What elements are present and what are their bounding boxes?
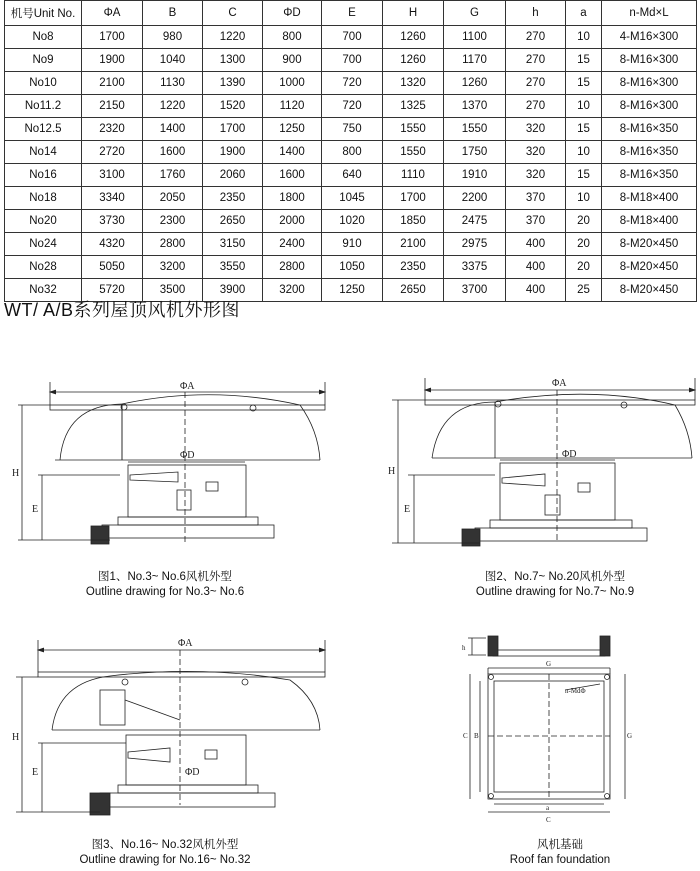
table-cell: No11.2 xyxy=(5,95,82,118)
table-cell: 1260 xyxy=(383,26,444,49)
table-cell: 910 xyxy=(322,233,383,256)
table-header-cell: H xyxy=(383,1,444,26)
table-cell: 1900 xyxy=(203,141,263,164)
fig2-phiD-label: ΦD xyxy=(562,449,577,460)
table-cell: 1040 xyxy=(143,49,203,72)
figure-4-caption xyxy=(460,838,660,868)
fig4-h-label: h xyxy=(462,644,466,652)
table-cell: 1000 xyxy=(263,72,322,95)
table-cell: 1700 xyxy=(82,26,143,49)
table-cell: 1600 xyxy=(143,141,203,164)
table-cell: 8-M18×400 xyxy=(602,187,697,210)
table-cell: 1600 xyxy=(263,164,322,187)
table-cell: 5720 xyxy=(82,279,143,302)
table-cell: No32 xyxy=(5,279,82,302)
table-cell: 320 xyxy=(506,164,566,187)
table-cell: 700 xyxy=(322,26,383,49)
table-cell: 8-M16×350 xyxy=(602,141,697,164)
table-cell: 1800 xyxy=(263,187,322,210)
table-cell: 2350 xyxy=(203,187,263,210)
table-cell: 3900 xyxy=(203,279,263,302)
table-cell: 8-M18×400 xyxy=(602,210,697,233)
table-cell: 1550 xyxy=(383,141,444,164)
page-title: WT/ A/B系列屋顶风机外形图 xyxy=(4,300,241,320)
table-cell: 2100 xyxy=(383,233,444,256)
fig3-H-label: H xyxy=(12,732,20,743)
table-cell: 900 xyxy=(263,49,322,72)
table-cell: 4-M16×300 xyxy=(602,26,697,49)
table-cell: 400 xyxy=(506,256,566,279)
table-cell: No20 xyxy=(5,210,82,233)
table-cell: 1250 xyxy=(322,279,383,302)
table-cell: 1550 xyxy=(383,118,444,141)
table-cell: 8-M16×300 xyxy=(602,72,697,95)
table-cell: 25 xyxy=(566,279,602,302)
table-cell: 2050 xyxy=(143,187,203,210)
table-cell: 1750 xyxy=(444,141,506,164)
table-cell: 3200 xyxy=(263,279,322,302)
table-cell: 8-M20×450 xyxy=(602,279,697,302)
table-cell: 3340 xyxy=(82,187,143,210)
table-cell: 1130 xyxy=(143,72,203,95)
table-cell: 2400 xyxy=(263,233,322,256)
table-cell: 10 xyxy=(566,141,602,164)
figure-4-caption-en: Roof fan foundation xyxy=(509,854,611,866)
table-cell: 1050 xyxy=(322,256,383,279)
table-cell: 3730 xyxy=(82,210,143,233)
table-cell: No9 xyxy=(5,49,82,72)
table-cell: 1170 xyxy=(444,49,506,72)
fig4-G-right-label: G xyxy=(627,732,633,740)
fig2-H-label: H xyxy=(388,466,396,477)
table-cell: 1120 xyxy=(263,95,322,118)
table-cell: 8-M16×350 xyxy=(602,164,697,187)
table-cell: 980 xyxy=(143,26,203,49)
table-cell: 1900 xyxy=(82,49,143,72)
table-cell: 2060 xyxy=(203,164,263,187)
table-cell: 720 xyxy=(322,95,383,118)
table-cell: 2720 xyxy=(82,141,143,164)
table-cell: 20 xyxy=(566,233,602,256)
table-cell: 370 xyxy=(506,210,566,233)
table-cell: 800 xyxy=(322,141,383,164)
table-cell: 20 xyxy=(566,256,602,279)
fig1-H-label: H xyxy=(12,468,20,479)
fig1-E-label: E xyxy=(32,504,39,515)
table-cell: 1250 xyxy=(263,118,322,141)
table-cell: 400 xyxy=(506,233,566,256)
table-cell: 3500 xyxy=(143,279,203,302)
table-cell: 15 xyxy=(566,49,602,72)
table-cell: 270 xyxy=(506,49,566,72)
table-cell: 1400 xyxy=(263,141,322,164)
figure-3-caption-cn: 图3、No.16~ No.32风机外型 xyxy=(91,839,239,851)
table-header-cell: n-Md×L xyxy=(602,1,697,26)
table-cell: 800 xyxy=(263,26,322,49)
fig3-phiA-label: ΦA xyxy=(178,638,193,649)
table-cell: 1400 xyxy=(143,118,203,141)
table-cell: 1910 xyxy=(444,164,506,187)
fig3-E-label: E xyxy=(32,767,39,778)
table-cell: 2475 xyxy=(444,210,506,233)
table-cell: 1260 xyxy=(383,49,444,72)
table-cell: 8-M16×300 xyxy=(602,95,697,118)
table-cell: No10 xyxy=(5,72,82,95)
table-cell: 15 xyxy=(566,164,602,187)
table-cell: 1220 xyxy=(203,26,263,49)
table-cell: 1760 xyxy=(143,164,203,187)
table-cell: 8-M16×300 xyxy=(602,49,697,72)
fig4-a-label: a xyxy=(546,804,550,812)
table-cell: 1110 xyxy=(383,164,444,187)
table-header-cell: ΦA xyxy=(82,1,143,26)
table-header-cell: h xyxy=(506,1,566,26)
table-cell: 2650 xyxy=(383,279,444,302)
figure-2-drawing xyxy=(392,378,695,546)
figure-3-drawing xyxy=(16,640,325,815)
table-cell: 270 xyxy=(506,26,566,49)
table-cell: 3375 xyxy=(444,256,506,279)
table-cell: 2200 xyxy=(444,187,506,210)
table-cell: 1220 xyxy=(143,95,203,118)
figure-1-drawing xyxy=(18,382,325,544)
table-cell: 2650 xyxy=(203,210,263,233)
table-cell: No16 xyxy=(5,164,82,187)
fig3-phiD-label: ΦD xyxy=(185,767,200,778)
table-cell: 1700 xyxy=(203,118,263,141)
table-cell: No12.5 xyxy=(5,118,82,141)
table-cell: 2000 xyxy=(263,210,322,233)
figure-1-caption xyxy=(40,570,290,600)
table-cell: 2320 xyxy=(82,118,143,141)
table-cell: 1325 xyxy=(383,95,444,118)
figure-2-caption xyxy=(430,570,680,600)
figure-1-caption-cn: 图1、No.3~ No.6风机外型 xyxy=(98,571,232,583)
table-cell: 3100 xyxy=(82,164,143,187)
table-header-cell: G xyxy=(444,1,506,26)
table-cell: 2800 xyxy=(143,233,203,256)
table-cell: No14 xyxy=(5,141,82,164)
table-cell: 3550 xyxy=(203,256,263,279)
figure-3-caption xyxy=(40,838,290,868)
table-cell: No28 xyxy=(5,256,82,279)
fig1-phiD-label: ΦD xyxy=(180,450,195,461)
figure-2-caption-cn: 图2、No.7~ No.20风机外型 xyxy=(484,571,626,583)
fig4-C-left-label: C xyxy=(463,732,468,740)
table-cell: 2350 xyxy=(383,256,444,279)
table-cell: 1260 xyxy=(444,72,506,95)
table-cell: 1550 xyxy=(444,118,506,141)
table-cell: 750 xyxy=(322,118,383,141)
figure-1-caption-en: Outline drawing for No.3~ No.6 xyxy=(85,586,245,598)
table-cell: 320 xyxy=(506,141,566,164)
fig2-E-label: E xyxy=(404,504,411,515)
fig2-phiA-label: ΦA xyxy=(552,378,567,389)
table-cell: 1700 xyxy=(383,187,444,210)
figure-3-caption-en: Outline drawing for No.16~ No.32 xyxy=(79,854,251,866)
table-cell: 2975 xyxy=(444,233,506,256)
table-cell: 1100 xyxy=(444,26,506,49)
table-cell: 15 xyxy=(566,72,602,95)
table-cell: No18 xyxy=(5,187,82,210)
table-cell: 3200 xyxy=(143,256,203,279)
table-cell: 2300 xyxy=(143,210,203,233)
table-cell: 640 xyxy=(322,164,383,187)
table-cell: 270 xyxy=(506,72,566,95)
table-header-cell: a xyxy=(566,1,602,26)
table-header-cell: 机号Unit No. xyxy=(5,1,82,26)
table-cell: 400 xyxy=(506,279,566,302)
table-cell: 20 xyxy=(566,210,602,233)
table-cell: 15 xyxy=(566,118,602,141)
table-cell: 8-M16×350 xyxy=(602,118,697,141)
table-cell: 2150 xyxy=(82,95,143,118)
dimension-labels xyxy=(12,378,632,824)
table-cell: 2800 xyxy=(263,256,322,279)
table-cell: 720 xyxy=(322,72,383,95)
fig4-G-top-label: G xyxy=(546,660,552,668)
fig1-phiA-label: ΦA xyxy=(180,381,195,392)
table-cell: 1300 xyxy=(203,49,263,72)
table-cell: 3700 xyxy=(444,279,506,302)
table-cell: 2100 xyxy=(82,72,143,95)
table-cell: 370 xyxy=(506,187,566,210)
table-cell: 8-M20×450 xyxy=(602,256,697,279)
table-cell: 3150 xyxy=(203,233,263,256)
fig4-B-label: B xyxy=(474,732,479,740)
table-cell: 8-M20×450 xyxy=(602,233,697,256)
table-cell: 1370 xyxy=(444,95,506,118)
fig4-bolt-label: n-MdΦ xyxy=(565,687,586,695)
table-cell: 1390 xyxy=(203,72,263,95)
table-cell: 1520 xyxy=(203,95,263,118)
table-cell: No8 xyxy=(5,26,82,49)
table-cell: 1020 xyxy=(322,210,383,233)
table-header-cell: C xyxy=(203,1,263,26)
table-header-cell: ΦD xyxy=(263,1,322,26)
table-header-cell: B xyxy=(143,1,203,26)
table-cell: 320 xyxy=(506,118,566,141)
table-cell: 270 xyxy=(506,95,566,118)
table-cell: 1320 xyxy=(383,72,444,95)
figure-2-caption-en: Outline drawing for No.7~ No.9 xyxy=(475,586,635,598)
table-cell: 1850 xyxy=(383,210,444,233)
table-cell: No24 xyxy=(5,233,82,256)
fig4-C-bottom-label: C xyxy=(546,816,551,824)
figure-4-caption-cn: 风机基础 xyxy=(537,839,583,851)
table-cell: 10 xyxy=(566,187,602,210)
table-cell: 700 xyxy=(322,49,383,72)
table-cell: 5050 xyxy=(82,256,143,279)
table-cell: 10 xyxy=(566,26,602,49)
table-cell: 4320 xyxy=(82,233,143,256)
table-header-cell: E xyxy=(322,1,383,26)
table-cell: 1045 xyxy=(322,187,383,210)
table-cell: 10 xyxy=(566,95,602,118)
